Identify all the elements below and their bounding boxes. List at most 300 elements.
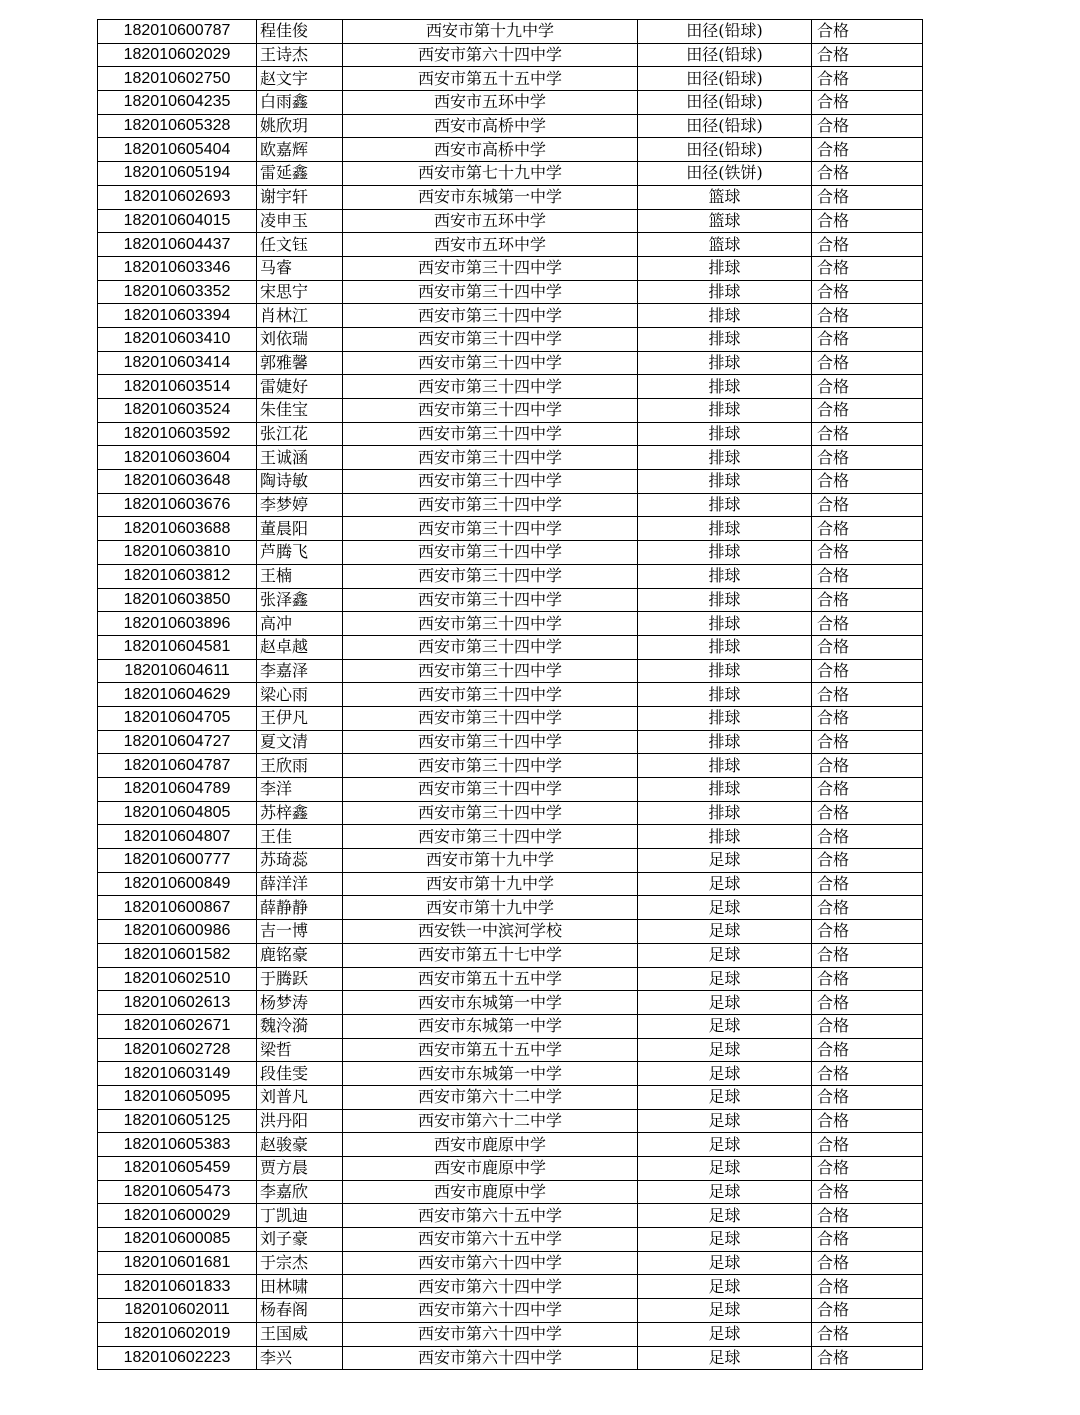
student-id-cell: 182010605194 [98,162,257,186]
school-cell: 西安市第六十四中学 [343,43,638,67]
school-cell: 西安市第三十四中学 [343,588,638,612]
student-id-cell: 182010602011 [98,1299,257,1323]
result-cell: 合格 [812,256,923,280]
school-cell: 西安市第三十四中学 [343,375,638,399]
event-cell: 足球 [638,920,812,944]
table-row [98,754,923,778]
student-id-cell: 182010602029 [98,43,257,67]
student-name-cell: 刘子豪 [257,1228,343,1252]
school-cell: 西安市第三十四中学 [343,493,638,517]
table-row [98,1228,923,1252]
result-cell: 合格 [812,470,923,494]
result-cell: 合格 [812,635,923,659]
student-name-cell: 梁心雨 [257,683,343,707]
table-row [98,1275,923,1299]
result-cell: 合格 [812,233,923,257]
event-cell: 排球 [638,659,812,683]
result-cell: 合格 [812,185,923,209]
school-cell: 西安市鹿原中学 [343,1180,638,1204]
student-id-cell: 182010601681 [98,1251,257,1275]
student-name-cell: 李嘉欣 [257,1180,343,1204]
result-cell: 合格 [812,1299,923,1323]
student-name-cell: 李嘉泽 [257,659,343,683]
result-cell: 合格 [812,43,923,67]
table-row [98,67,923,91]
table-row [98,801,923,825]
result-cell: 合格 [812,801,923,825]
student-name-cell: 刘依瑞 [257,327,343,351]
student-id-cell: 182010600986 [98,920,257,944]
student-name-cell: 苏琦蕊 [257,849,343,873]
school-cell: 西安市第六十四中学 [343,1251,638,1275]
table-row [98,280,923,304]
student-id-cell: 182010602693 [98,185,257,209]
school-cell: 西安市五环中学 [343,233,638,257]
result-cell: 合格 [812,849,923,873]
result-cell: 合格 [812,967,923,991]
student-name-cell: 程佳俊 [257,20,343,44]
student-id-cell: 182010600867 [98,896,257,920]
event-cell: 足球 [638,943,812,967]
student-id-cell: 182010600849 [98,872,257,896]
event-cell: 足球 [638,872,812,896]
table-row [98,1133,923,1157]
table-row [98,43,923,67]
student-id-cell: 182010605404 [98,138,257,162]
result-cell: 合格 [812,706,923,730]
school-cell: 西安市第六十四中学 [343,1275,638,1299]
table-row [98,1251,923,1275]
table-row [98,162,923,186]
student-name-cell: 王国威 [257,1322,343,1346]
student-name-cell: 王诚涵 [257,446,343,470]
student-name-cell: 高冲 [257,612,343,636]
table-row [98,564,923,588]
student-id-cell: 182010603394 [98,304,257,328]
event-cell: 排球 [638,493,812,517]
student-id-cell: 182010603604 [98,446,257,470]
table-row [98,351,923,375]
school-cell: 西安市第六十四中学 [343,1299,638,1323]
school-cell: 西安市鹿原中学 [343,1133,638,1157]
student-id-cell: 182010603812 [98,564,257,588]
event-cell: 排球 [638,375,812,399]
results-table [97,19,923,1370]
school-cell: 西安市第三十四中学 [343,351,638,375]
result-cell: 合格 [812,327,923,351]
table-row [98,896,923,920]
result-cell: 合格 [812,683,923,707]
school-cell: 西安市第三十四中学 [343,280,638,304]
result-cell: 合格 [812,1133,923,1157]
result-cell: 合格 [812,1251,923,1275]
result-cell: 合格 [812,351,923,375]
student-name-cell: 魏泠漪 [257,1014,343,1038]
table-row [98,778,923,802]
event-cell: 排球 [638,730,812,754]
school-cell: 西安市东城第一中学 [343,1062,638,1086]
event-cell: 排球 [638,446,812,470]
student-id-cell: 182010604437 [98,233,257,257]
student-name-cell: 丁凯迪 [257,1204,343,1228]
student-id-cell: 182010604807 [98,825,257,849]
table-row [98,517,923,541]
result-cell: 合格 [812,375,923,399]
result-cell: 合格 [812,517,923,541]
event-cell: 足球 [638,1228,812,1252]
event-cell: 排球 [638,280,812,304]
table-row [98,327,923,351]
student-name-cell: 杨梦涛 [257,991,343,1015]
table-row [98,920,923,944]
table-row [98,1346,923,1370]
student-id-cell: 182010602510 [98,967,257,991]
school-cell: 西安市第十九中学 [343,872,638,896]
table-row [98,138,923,162]
school-cell: 西安市第三十四中学 [343,730,638,754]
student-name-cell: 杨春阁 [257,1299,343,1323]
student-id-cell: 182010605473 [98,1180,257,1204]
school-cell: 西安市东城第一中学 [343,991,638,1015]
table-row [98,967,923,991]
result-cell: 合格 [812,91,923,115]
school-cell: 西安市第十九中学 [343,20,638,44]
table-row [98,872,923,896]
event-cell: 排球 [638,778,812,802]
event-cell: 排球 [638,256,812,280]
student-name-cell: 田林啸 [257,1275,343,1299]
result-cell: 合格 [812,162,923,186]
school-cell: 西安市东城第一中学 [343,185,638,209]
table-row [98,635,923,659]
school-cell: 西安市第三十四中学 [343,683,638,707]
student-name-cell: 洪丹阳 [257,1109,343,1133]
event-cell: 排球 [638,754,812,778]
result-cell: 合格 [812,1014,923,1038]
event-cell: 排球 [638,422,812,446]
student-name-cell: 马睿 [257,256,343,280]
school-cell: 西安市第三十四中学 [343,304,638,328]
table-row [98,422,923,446]
event-cell: 足球 [638,1038,812,1062]
table-row [98,375,923,399]
table-row [98,470,923,494]
event-cell: 田径(铅球) [638,91,812,115]
student-name-cell: 宋思宁 [257,280,343,304]
result-cell: 合格 [812,564,923,588]
event-cell: 排球 [638,612,812,636]
school-cell: 西安市第十九中学 [343,896,638,920]
student-name-cell: 鹿铭豪 [257,943,343,967]
school-cell: 西安市第六十二中学 [343,1085,638,1109]
school-cell: 西安市第三十四中学 [343,825,638,849]
student-id-cell: 182010603410 [98,327,257,351]
student-name-cell: 白雨鑫 [257,91,343,115]
student-id-cell: 182010603850 [98,588,257,612]
student-id-cell: 182010603810 [98,541,257,565]
school-cell: 西安市第三十四中学 [343,564,638,588]
event-cell: 田径(铅球) [638,43,812,67]
result-cell: 合格 [812,304,923,328]
student-name-cell: 雷婕好 [257,375,343,399]
table-row [98,612,923,636]
result-cell: 合格 [812,446,923,470]
result-cell: 合格 [812,493,923,517]
event-cell: 排球 [638,635,812,659]
table-row [98,20,923,44]
event-cell: 足球 [638,1299,812,1323]
event-cell: 篮球 [638,233,812,257]
student-id-cell: 182010604581 [98,635,257,659]
student-name-cell: 段佳雯 [257,1062,343,1086]
student-name-cell: 吉一博 [257,920,343,944]
result-cell: 合格 [812,114,923,138]
school-cell: 西安市第三十四中学 [343,517,638,541]
student-id-cell: 182010602223 [98,1346,257,1370]
student-name-cell: 朱佳宝 [257,399,343,423]
event-cell: 排球 [638,304,812,328]
table-row [98,1014,923,1038]
table-row [98,493,923,517]
event-cell: 足球 [638,967,812,991]
student-id-cell: 182010602728 [98,1038,257,1062]
student-id-cell: 182010604015 [98,209,257,233]
event-cell: 排球 [638,470,812,494]
student-id-cell: 182010603592 [98,422,257,446]
table-row [98,114,923,138]
result-cell: 合格 [812,1275,923,1299]
table-row [98,304,923,328]
school-cell: 西安市高桥中学 [343,138,638,162]
result-cell: 合格 [812,1157,923,1181]
result-cell: 合格 [812,1346,923,1370]
result-cell: 合格 [812,1062,923,1086]
result-cell: 合格 [812,1204,923,1228]
table-row [98,233,923,257]
school-cell: 西安铁一中滨河学校 [343,920,638,944]
table-row [98,1109,923,1133]
student-id-cell: 182010603346 [98,256,257,280]
student-name-cell: 夏文清 [257,730,343,754]
student-id-cell: 182010605328 [98,114,257,138]
student-name-cell: 梁哲 [257,1038,343,1062]
result-cell: 合格 [812,399,923,423]
table-row [98,588,923,612]
result-cell: 合格 [812,991,923,1015]
student-name-cell: 欧嘉辉 [257,138,343,162]
table-row [98,849,923,873]
table-row [98,991,923,1015]
result-cell: 合格 [812,588,923,612]
school-cell: 西安市东城第一中学 [343,1014,638,1038]
student-name-cell: 任文钰 [257,233,343,257]
table-row [98,91,923,115]
result-cell: 合格 [812,541,923,565]
result-cell: 合格 [812,209,923,233]
student-id-cell: 182010601833 [98,1275,257,1299]
table-row [98,209,923,233]
school-cell: 西安市第三十四中学 [343,635,638,659]
student-name-cell: 薛洋洋 [257,872,343,896]
school-cell: 西安市第五十七中学 [343,943,638,967]
event-cell: 足球 [638,849,812,873]
school-cell: 西安市第六十二中学 [343,1109,638,1133]
table-row [98,1204,923,1228]
student-name-cell: 王欣雨 [257,754,343,778]
school-cell: 西安市鹿原中学 [343,1157,638,1181]
school-cell: 西安市第三十四中学 [343,754,638,778]
event-cell: 田径(铅球) [638,67,812,91]
table-row [98,659,923,683]
student-name-cell: 苏梓鑫 [257,801,343,825]
student-id-cell: 182010605125 [98,1109,257,1133]
event-cell: 田径(铁饼) [638,162,812,186]
student-id-cell: 182010604235 [98,91,257,115]
student-name-cell: 董晨阳 [257,517,343,541]
student-name-cell: 赵文宇 [257,67,343,91]
student-name-cell: 谢宇轩 [257,185,343,209]
school-cell: 西安市第三十四中学 [343,327,638,351]
school-cell: 西安市第三十四中学 [343,659,638,683]
student-id-cell: 182010605459 [98,1157,257,1181]
event-cell: 田径(铅球) [638,114,812,138]
result-cell: 合格 [812,825,923,849]
table-row [98,1299,923,1323]
student-id-cell: 182010602671 [98,1014,257,1038]
result-cell: 合格 [812,730,923,754]
table-row [98,1157,923,1181]
result-cell: 合格 [812,422,923,446]
school-cell: 西安市第三十四中学 [343,778,638,802]
result-cell: 合格 [812,1085,923,1109]
student-id-cell: 182010604705 [98,706,257,730]
student-id-cell: 182010603352 [98,280,257,304]
school-cell: 西安市第六十四中学 [343,1322,638,1346]
event-cell: 足球 [638,1109,812,1133]
student-name-cell: 王诗杰 [257,43,343,67]
student-name-cell: 王佳 [257,825,343,849]
student-name-cell: 赵骏豪 [257,1133,343,1157]
student-name-cell: 王伊凡 [257,706,343,730]
result-cell: 合格 [812,20,923,44]
result-cell: 合格 [812,1228,923,1252]
event-cell: 足球 [638,1275,812,1299]
school-cell: 西安市第六十四中学 [343,1346,638,1370]
table-row [98,399,923,423]
event-cell: 排球 [638,564,812,588]
student-id-cell: 182010603414 [98,351,257,375]
event-cell: 排球 [638,801,812,825]
school-cell: 西安市第五十五中学 [343,1038,638,1062]
event-cell: 排球 [638,517,812,541]
student-id-cell: 182010601582 [98,943,257,967]
table-row [98,706,923,730]
student-id-cell: 182010603524 [98,399,257,423]
event-cell: 排球 [638,588,812,612]
student-id-cell: 182010603896 [98,612,257,636]
result-cell: 合格 [812,1038,923,1062]
school-cell: 西安市五环中学 [343,209,638,233]
event-cell: 排球 [638,825,812,849]
student-id-cell: 182010602613 [98,991,257,1015]
event-cell: 足球 [638,1251,812,1275]
student-id-cell: 182010604727 [98,730,257,754]
student-name-cell: 李洋 [257,778,343,802]
student-name-cell: 张泽鑫 [257,588,343,612]
school-cell: 西安市第三十四中学 [343,256,638,280]
result-cell: 合格 [812,67,923,91]
student-id-cell: 182010602019 [98,1322,257,1346]
event-cell: 足球 [638,1133,812,1157]
student-name-cell: 于宗杰 [257,1251,343,1275]
result-cell: 合格 [812,872,923,896]
event-cell: 足球 [638,1085,812,1109]
school-cell: 西安市第三十四中学 [343,541,638,565]
event-cell: 排球 [638,706,812,730]
student-id-cell: 182010603676 [98,493,257,517]
event-cell: 排球 [638,351,812,375]
student-id-cell: 182010603648 [98,470,257,494]
table-row [98,541,923,565]
school-cell: 西安市第三十四中学 [343,612,638,636]
result-cell: 合格 [812,612,923,636]
event-cell: 篮球 [638,185,812,209]
event-cell: 足球 [638,1322,812,1346]
table-row [98,825,923,849]
table-row [98,1322,923,1346]
result-cell: 合格 [812,280,923,304]
event-cell: 足球 [638,1062,812,1086]
student-name-cell: 王楠 [257,564,343,588]
result-cell: 合格 [812,1322,923,1346]
student-name-cell: 张江花 [257,422,343,446]
student-name-cell: 凌申玉 [257,209,343,233]
school-cell: 西安市第三十四中学 [343,801,638,825]
event-cell: 排球 [638,327,812,351]
event-cell: 排球 [638,683,812,707]
school-cell: 西安市第五十五中学 [343,967,638,991]
table-row [98,1062,923,1086]
event-cell: 田径(铅球) [638,138,812,162]
student-name-cell: 贾方晨 [257,1157,343,1181]
table-row [98,943,923,967]
table-row [98,683,923,707]
student-id-cell: 182010605383 [98,1133,257,1157]
student-id-cell: 182010604789 [98,778,257,802]
student-name-cell: 陶诗敏 [257,470,343,494]
student-name-cell: 肖林江 [257,304,343,328]
student-name-cell: 李兴 [257,1346,343,1370]
school-cell: 西安市第三十四中学 [343,422,638,446]
event-cell: 篮球 [638,209,812,233]
student-id-cell: 182010600085 [98,1228,257,1252]
table-row [98,256,923,280]
result-cell: 合格 [812,1180,923,1204]
student-id-cell: 182010603688 [98,517,257,541]
student-id-cell: 182010600787 [98,20,257,44]
result-cell: 合格 [812,138,923,162]
school-cell: 西安市第六十五中学 [343,1204,638,1228]
student-name-cell: 芦腾飞 [257,541,343,565]
student-name-cell: 薛静静 [257,896,343,920]
event-cell: 排球 [638,399,812,423]
result-cell: 合格 [812,754,923,778]
student-id-cell: 182010603149 [98,1062,257,1086]
school-cell: 西安市第十九中学 [343,849,638,873]
table-row [98,185,923,209]
table-row [98,446,923,470]
event-cell: 足球 [638,1346,812,1370]
